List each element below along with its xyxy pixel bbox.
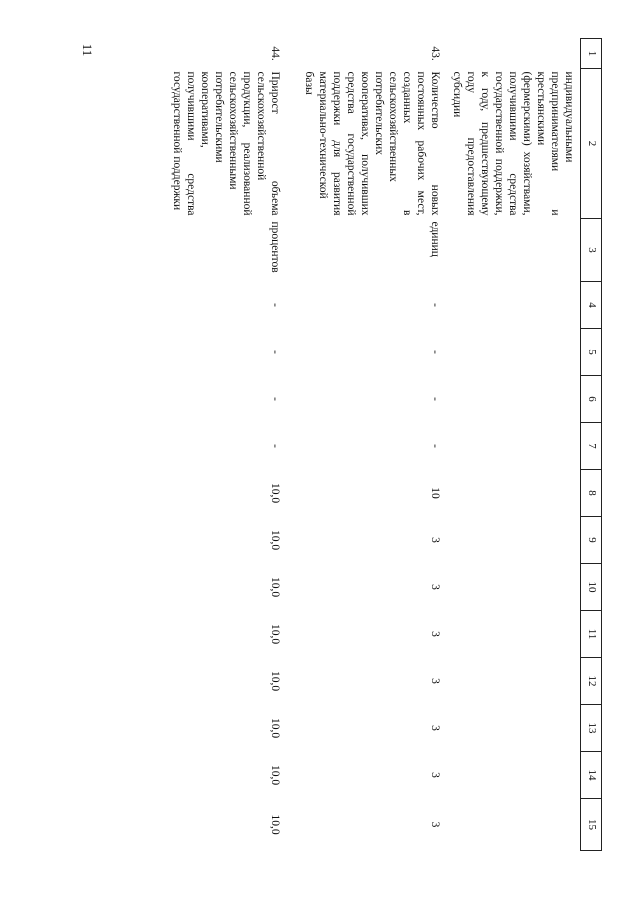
value-cell: - (428, 397, 441, 401)
value-cell: - (268, 444, 281, 448)
column-header: 7 (581, 423, 602, 470)
value-cell (446, 517, 581, 564)
value-cell (446, 423, 581, 470)
value-cell: - (268, 350, 281, 354)
indicator-name: Прирост объема сельскохозяйственной продукции, реализованной сельскохозяйственными потребительскими кооперативами, получившими средства государственной поддержки (170, 71, 281, 216)
page-number: 11 (80, 43, 95, 57)
column-header: 15 (581, 799, 602, 851)
table-sheet (124, 38, 602, 850)
value-cell: 3 (428, 631, 441, 637)
header-row (581, 39, 602, 851)
column-header: 8 (581, 470, 602, 517)
row-number: 44. (268, 46, 281, 61)
value-cell (446, 470, 581, 517)
value-cell: 10,0 (268, 670, 281, 692)
value-cell: 10 (428, 487, 441, 499)
column-header: 11 (581, 611, 602, 658)
value-cell: 3 (428, 537, 441, 543)
column-header: 6 (581, 376, 602, 423)
value-cell (446, 752, 581, 799)
column-header: 9 (581, 517, 602, 564)
value-cell: 10,0 (268, 814, 281, 835)
value-cell: 10,0 (268, 529, 281, 551)
value-cell: 10,0 (268, 623, 281, 645)
value-cell (446, 329, 581, 376)
value-cell: 3 (428, 772, 441, 778)
indicator-name: индивидуальными предпринимателями и крестьянскими (фермерскими) хозяйствами, получившими средства государственной поддержки, к году, предшествующему году предоставления субсидии (450, 71, 575, 216)
unit-cell (446, 219, 581, 282)
row-number (446, 39, 581, 69)
value-cell: 10,0 (268, 482, 281, 504)
indicator-name: Количество новых постоянных рабочих мест, созданных в сельскохозяйственных потребительских кооперативах, получивших средства государственной поддержки для развития материально-технической базы (302, 71, 441, 216)
value-cell: 10,0 (268, 764, 281, 786)
column-header: 5 (581, 329, 602, 376)
value-cell (446, 282, 581, 329)
column-header: 10 (581, 564, 602, 611)
value-cell: 3 (428, 678, 441, 684)
value-cell: 3 (428, 821, 441, 828)
value-cell: - (428, 303, 441, 307)
value-cell (446, 799, 581, 851)
table-row (446, 39, 581, 851)
value-cell: - (428, 350, 441, 354)
value-cell (446, 564, 581, 611)
value-cell: 10,0 (268, 717, 281, 739)
value-cell (446, 658, 581, 705)
value-cell: - (428, 444, 441, 448)
column-header: 14 (581, 752, 602, 799)
column-header: 1 (581, 39, 602, 69)
value-cell: - (268, 397, 281, 401)
value-cell (446, 705, 581, 752)
value-cell: 10,0 (268, 576, 281, 598)
unit-cell: процентов (268, 221, 281, 273)
indicators-table (166, 38, 602, 851)
column-header: 2 (581, 69, 602, 219)
value-cell: 3 (428, 725, 441, 731)
column-header: 3 (581, 219, 602, 282)
value-cell: 3 (428, 584, 441, 590)
value-cell: - (268, 303, 281, 307)
value-cell (446, 376, 581, 423)
table-row (286, 39, 446, 851)
table-row (166, 39, 286, 851)
column-header: 13 (581, 705, 602, 752)
unit-cell: единиц (428, 221, 441, 257)
value-cell (446, 611, 581, 658)
column-header: 12 (581, 658, 602, 705)
row-number: 43. (428, 46, 441, 61)
column-header: 4 (581, 282, 602, 329)
